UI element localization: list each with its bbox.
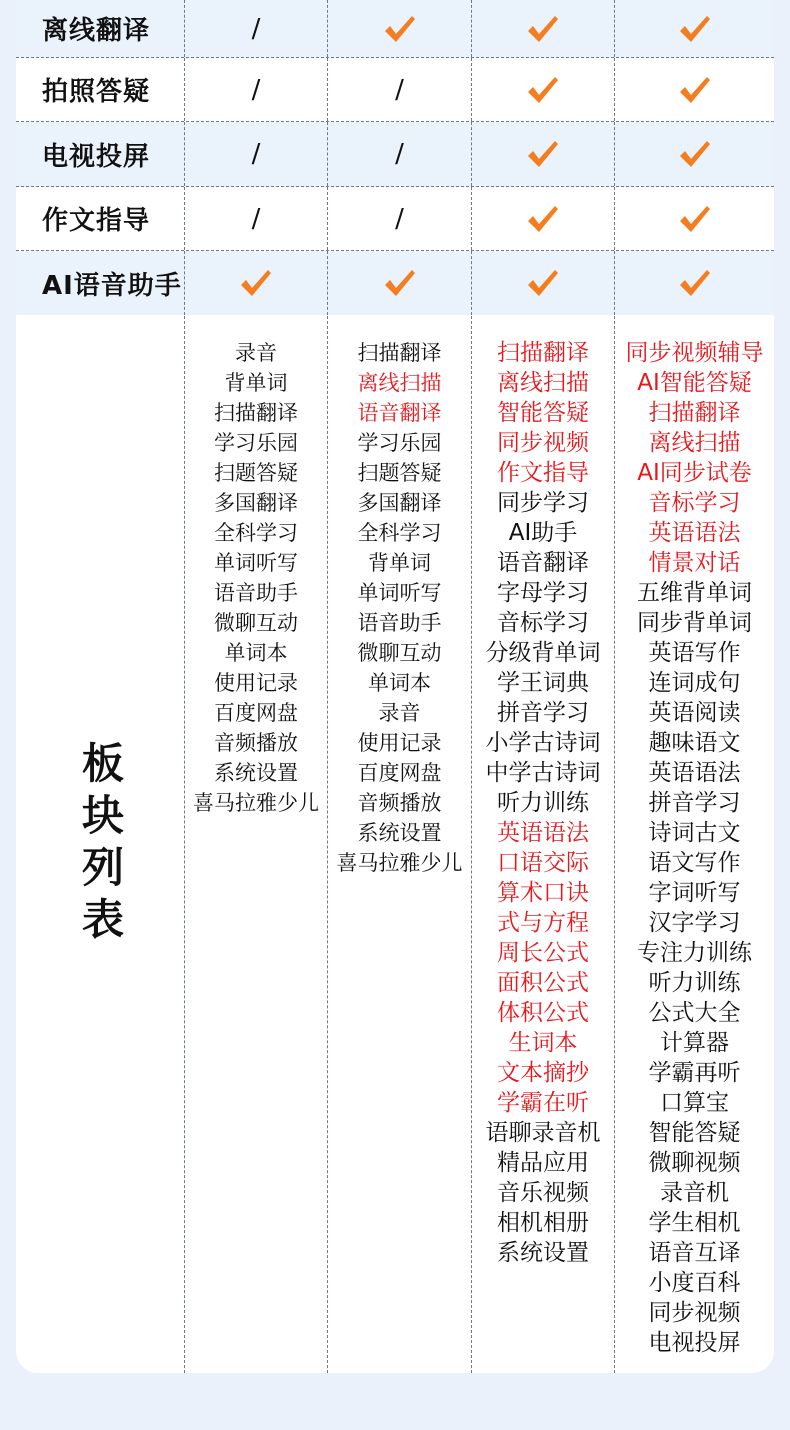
feature-label: 电视投屏: [42, 141, 151, 172]
list-item: 背单词: [368, 551, 431, 575]
list-item: 背单词: [224, 371, 288, 395]
list-item: 系统设置: [214, 761, 298, 785]
list-item: 音标学习: [497, 610, 589, 636]
feature-label: AI语音助手: [42, 270, 182, 301]
checkmark-icon: [471, 251, 614, 315]
list-item: 扫描翻译: [497, 340, 589, 366]
list-item: 扫题答疑: [357, 461, 442, 485]
item-list: [615, 316, 774, 1358]
list-item: 连词成句: [648, 670, 741, 696]
feature-label: 拍照答疑: [42, 77, 151, 107]
list-item: 同步视频辅导: [625, 340, 764, 366]
list-item: 英语写作: [648, 640, 741, 666]
feature-row: [16, 122, 774, 187]
list-item: 体积公式: [497, 1000, 589, 1026]
list-item: 专注力训练: [637, 940, 752, 966]
slash-mark: [184, 0, 327, 57]
list-item: 离线扫描: [497, 370, 589, 396]
list-item: 拼音学习: [648, 790, 741, 816]
list-item: 面积公式: [497, 970, 589, 996]
slash-mark: [327, 122, 471, 186]
list-item: 多国翻译: [357, 491, 442, 515]
slash-text: /: [251, 139, 261, 169]
list-item: 语音助手: [357, 611, 442, 635]
list-item: 全科学习: [357, 521, 442, 545]
feature-row: [16, 251, 774, 315]
list-item: 语音翻译: [357, 401, 442, 425]
list-item: 语聊录音机: [485, 1120, 601, 1146]
list-item: 单词本: [368, 671, 431, 695]
feature-row: [16, 58, 774, 122]
list-item: 微聊互动: [357, 641, 442, 665]
list-item: 口算宝: [660, 1090, 729, 1116]
list-item: 精品应用: [497, 1150, 589, 1176]
list-item: 学霸再听: [648, 1060, 741, 1086]
list-item: 英语阅读: [648, 700, 741, 726]
list-item: 智能答疑: [648, 1120, 741, 1146]
list-item: AI助手: [508, 520, 578, 546]
list-item: 录音: [378, 701, 421, 725]
list-item: 汉字学习: [648, 910, 741, 936]
list-item: 学习乐园: [357, 431, 442, 455]
slash-mark: [184, 122, 327, 186]
list-item: 诗词古文: [648, 820, 741, 846]
list-item: 录音机: [660, 1180, 729, 1206]
list-item: 英语语法: [497, 820, 589, 846]
list-item: 英语语法: [648, 760, 741, 786]
checkmark-icon: [327, 0, 471, 57]
feature-label: 作文指导: [42, 206, 151, 236]
list-item: 情景对话: [648, 550, 741, 576]
list-item: 小学古诗词: [485, 730, 601, 756]
list-item: 相机相册: [497, 1210, 589, 1236]
list-item: 计算器: [660, 1030, 729, 1056]
list-item: 离线扫描: [357, 371, 442, 395]
item-list: [472, 316, 614, 1268]
list-item: 使用记录: [214, 671, 298, 695]
list-item: 式与方程: [497, 910, 589, 936]
checkmark-icon: [614, 251, 774, 315]
list-item: 扫描翻译: [357, 341, 442, 365]
list-item: 同步学习: [497, 490, 589, 516]
list-item: 听力训练: [497, 790, 589, 816]
section-title-cell: [16, 316, 184, 1373]
feature-row: [16, 187, 774, 251]
list-item: 分级背单词: [485, 640, 601, 666]
list-item: 使用记录: [357, 731, 442, 755]
list-item: 作文指导: [497, 460, 589, 486]
list-item: 智能答疑: [497, 400, 589, 426]
section-title: 板块列表: [76, 740, 125, 949]
slash-mark: [184, 187, 327, 250]
checkmark-icon: [614, 122, 774, 186]
checkmark-icon: [614, 0, 774, 57]
section-list-row: [16, 316, 774, 1373]
list-item: 生词本: [508, 1030, 578, 1056]
list-item: AI同步试卷: [637, 460, 752, 486]
list-item: 扫描翻译: [214, 401, 298, 425]
list-item: 五维背单词: [637, 580, 752, 606]
checkmark-icon: [327, 251, 471, 315]
list-item: 微聊视频: [648, 1150, 741, 1176]
list-item: 单词听写: [214, 551, 298, 575]
list-item: 离线扫描: [648, 430, 741, 456]
list-item: 学霸在听: [497, 1090, 589, 1116]
item-list: [185, 316, 327, 818]
slash-text: /: [395, 139, 404, 169]
list-item: 字词听写: [648, 880, 741, 906]
slash-text: /: [395, 74, 404, 105]
slash-text: /: [251, 13, 261, 44]
list-item: 录音: [235, 341, 277, 365]
list-item: 音频播放: [357, 791, 442, 815]
list-item: 趣味语文: [648, 730, 741, 756]
checkmark-icon: [614, 187, 774, 250]
slash-text: /: [251, 203, 261, 234]
list-item: AI智能答疑: [637, 370, 752, 396]
list-column-3: [471, 316, 614, 1373]
list-item: 语文写作: [648, 850, 741, 876]
list-column-1: [184, 316, 327, 1373]
list-item: 百度网盘: [357, 761, 442, 785]
item-list: [328, 316, 471, 878]
list-item: 字母学习: [497, 580, 589, 606]
checkmark-icon: [471, 58, 614, 121]
list-item: 学生相机: [648, 1210, 741, 1236]
checkmark-icon: [184, 251, 327, 315]
list-item: 口语交际: [497, 850, 589, 876]
list-item: 同步视频: [497, 430, 589, 456]
list-item: 听力训练: [648, 970, 741, 996]
list-item: 拼音学习: [497, 700, 589, 726]
list-item: 音乐视频: [497, 1180, 589, 1206]
list-item: 微聊互动: [214, 611, 298, 635]
feature-row: [16, 0, 774, 58]
list-item: 同步背单词: [637, 610, 752, 636]
list-item: 百度网盘: [214, 701, 298, 725]
list-item: 语音助手: [214, 581, 298, 605]
slash-mark: [327, 187, 471, 250]
list-item: 音标学习: [648, 490, 741, 516]
list-item: 小度百科: [648, 1270, 741, 1296]
slash-text: /: [395, 203, 404, 234]
list-item: 扫题答疑: [214, 461, 298, 485]
list-item: 周长公式: [497, 940, 589, 966]
checkmark-icon: [614, 58, 774, 121]
list-item: 音频播放: [214, 731, 298, 755]
slash-mark: [184, 58, 327, 121]
list-item: 中学古诗词: [485, 760, 601, 786]
list-item: 学王词典: [497, 670, 589, 696]
list-item: 单词本: [224, 641, 288, 665]
list-item: 单词听写: [357, 581, 442, 605]
list-item: 系统设置: [497, 1240, 589, 1266]
list-column-2: [327, 316, 471, 1373]
list-item: 电视投屏: [648, 1330, 741, 1356]
list-item: 系统设置: [357, 821, 442, 845]
checkmark-icon: [471, 122, 614, 186]
list-item: 文本摘抄: [497, 1060, 589, 1086]
list-item: 喜马拉雅少儿: [336, 851, 463, 875]
list-column-4: [614, 316, 774, 1373]
list-item: 全科学习: [214, 521, 298, 545]
list-item: 语音互译: [648, 1240, 741, 1266]
list-item: 算术口诀: [497, 880, 589, 906]
list-item: 同步视频: [648, 1300, 741, 1326]
checkmark-icon: [471, 0, 614, 57]
list-item: 英语语法: [648, 520, 741, 546]
list-item: 多国翻译: [214, 491, 298, 515]
slash-mark: [327, 58, 471, 121]
list-item: 喜马拉雅少儿: [193, 791, 319, 815]
comparison-table: [16, 0, 774, 1373]
list-item: 扫描翻译: [648, 400, 741, 426]
checkmark-icon: [471, 187, 614, 250]
list-item: 公式大全: [648, 1000, 741, 1026]
slash-text: /: [251, 74, 261, 105]
feature-label: 离线翻译: [42, 16, 151, 46]
list-item: 学习乐园: [214, 431, 298, 455]
list-item: 语音翻译: [497, 550, 589, 576]
